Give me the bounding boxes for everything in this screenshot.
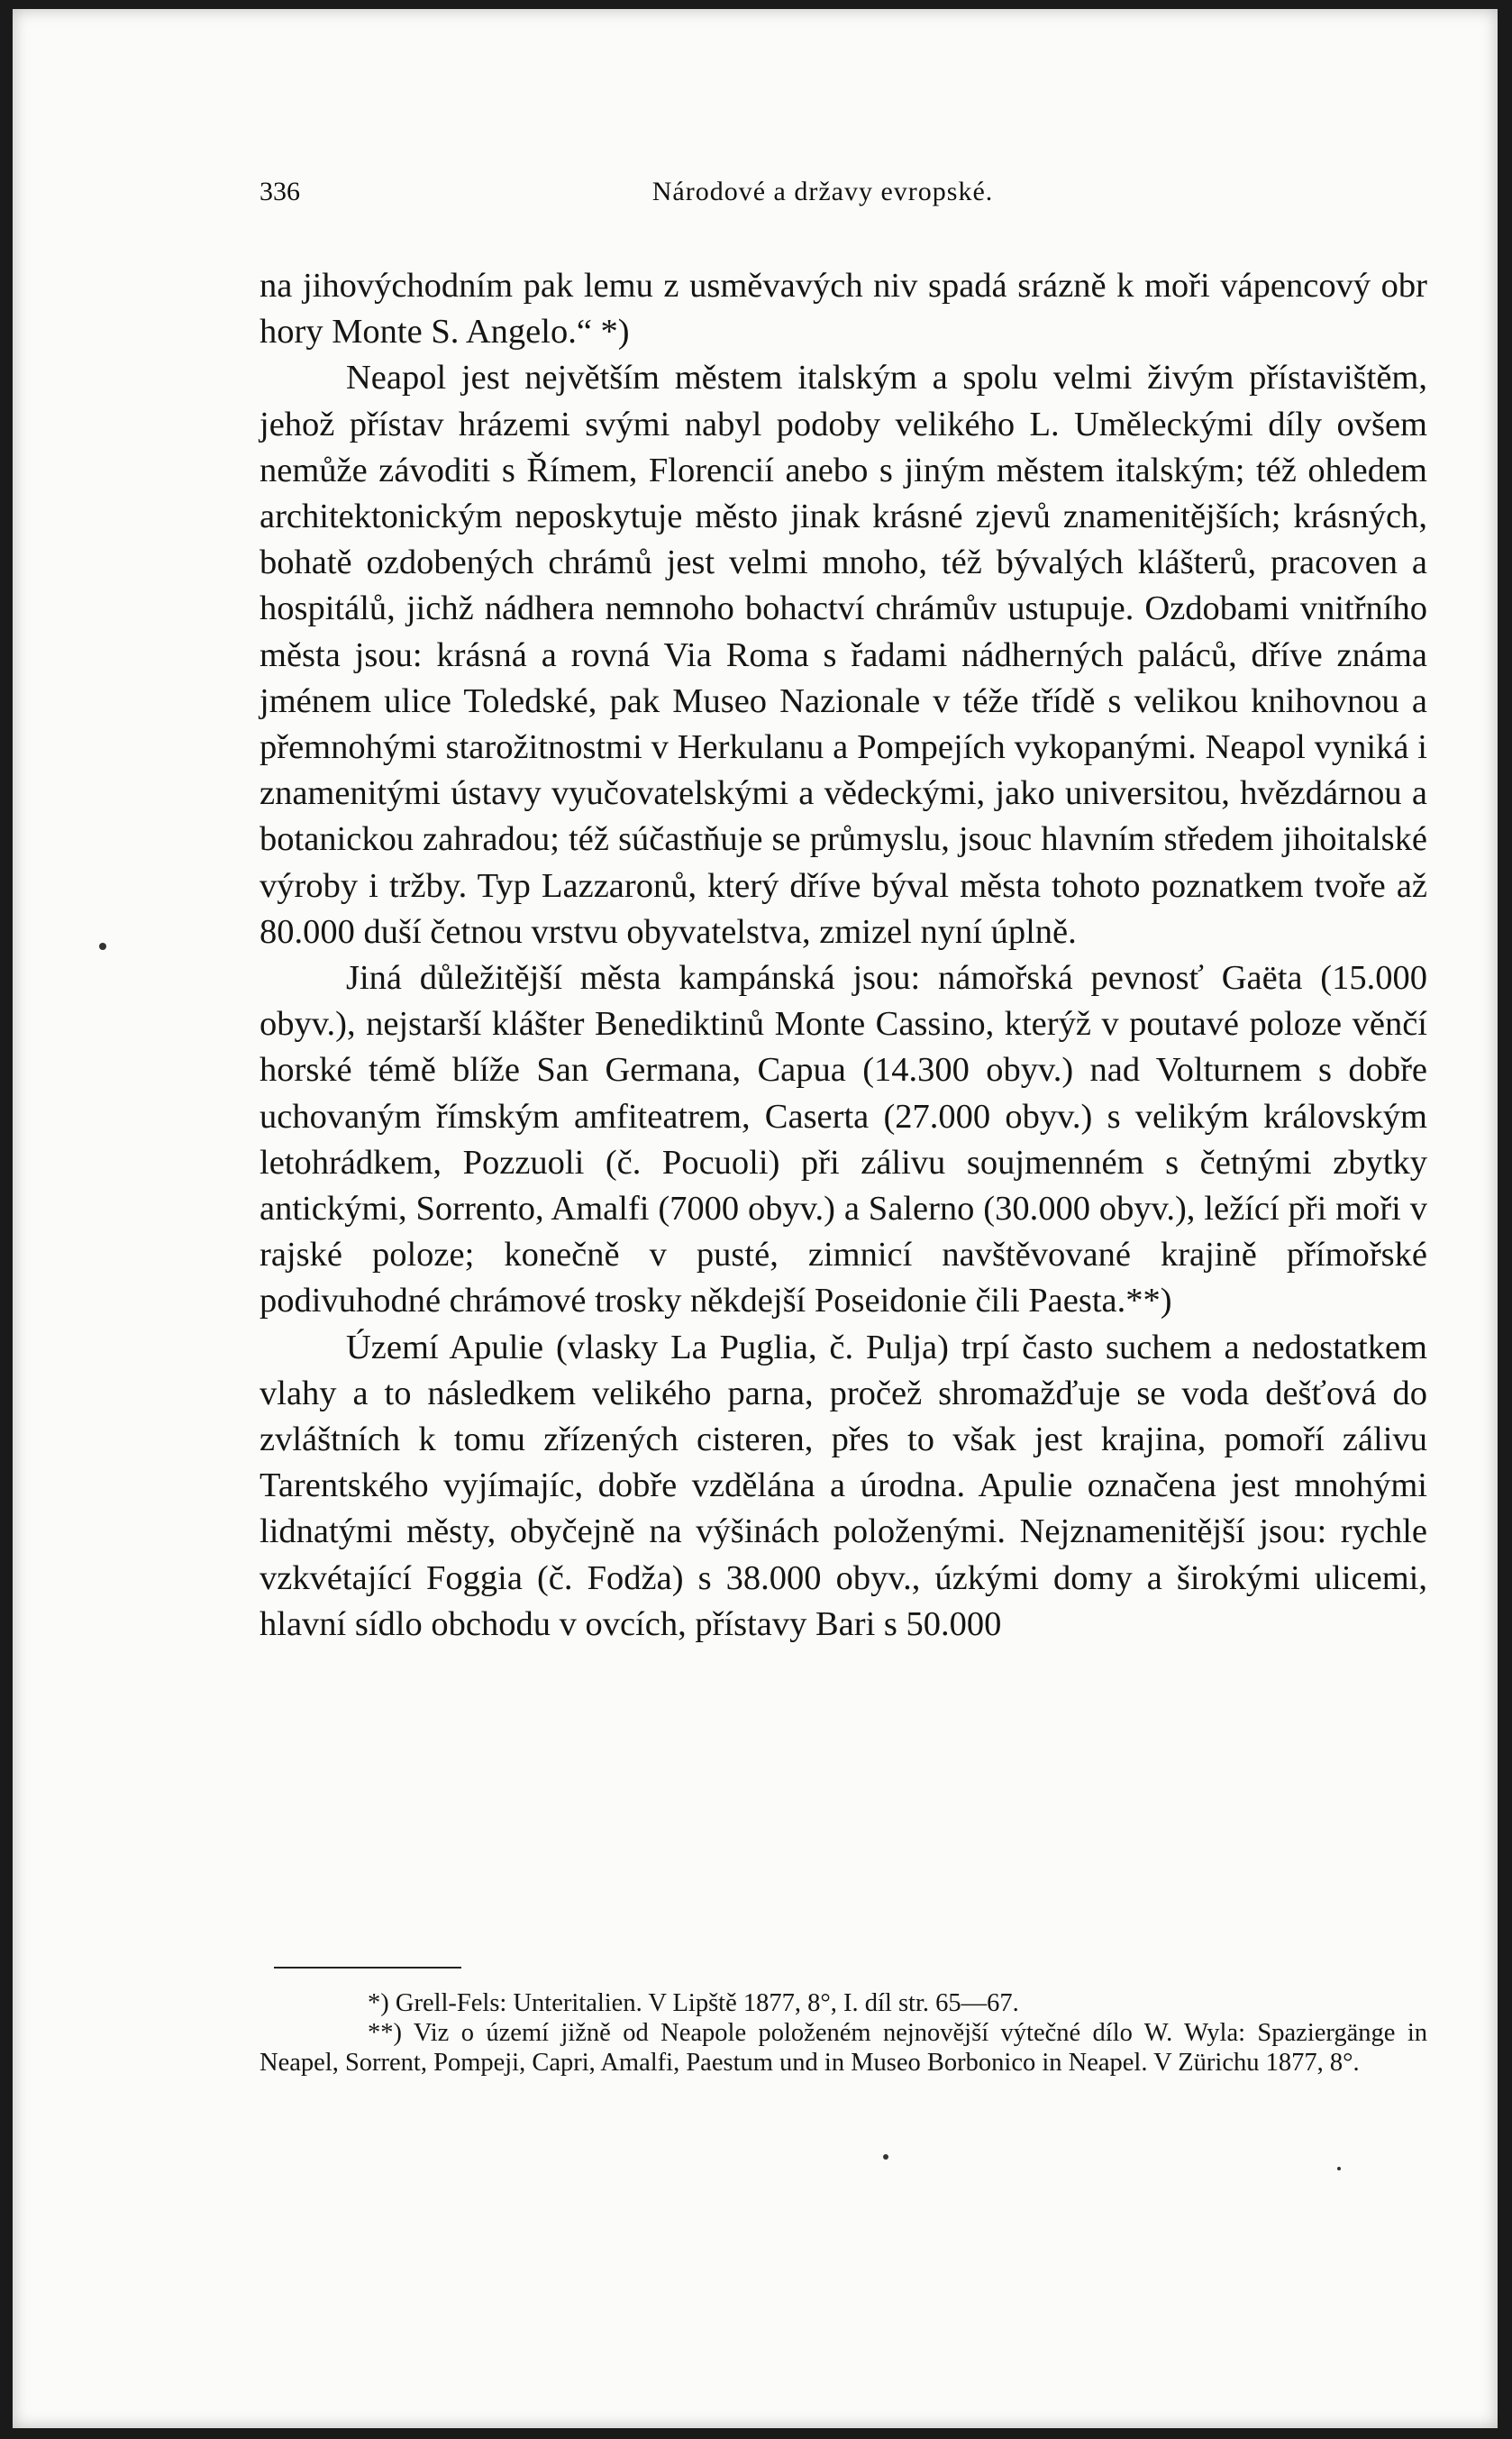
paragraph-continuation: na jihovýchodním pak lemu z usměvavých niv spadá srázně k moři vápencový obr hory Monte S. Angelo.“ *) xyxy=(260,267,1427,352)
footnotes xyxy=(260,1988,1427,2078)
scan-speck xyxy=(1337,2167,1341,2170)
main-text xyxy=(260,263,1427,1648)
scan-speck xyxy=(883,2154,888,2160)
page-header xyxy=(260,177,1386,216)
scan-speck xyxy=(99,943,106,950)
book-page xyxy=(13,9,1498,2428)
footnote-1: *) Grell-Fels: Unteritalien. V Lipště 1877, 8°, I. díl str. 65—67. xyxy=(368,1989,1019,2017)
footnote-separator xyxy=(274,1967,461,1969)
page-number: 336 xyxy=(260,177,300,206)
paragraph-neapol: Neapol jest největším městem italským a spolu velmi živým přístavištěm, jehož přístav hrázemi svými nabyl podoby velikého L. Uměleckými díly ovšem nemůže závoditi s Římem, Florencií anebo s jiným městem italským; též ohledem architektonickým neposkytuje město jinak krásné zjevů znamenitějších; krásných, bohatě ozdobených chrámů jest velmi mnoho, též bývalých klášterů, pracoven a hospitálů, jichž nádhera nemnoho bohactví chrámův ustupuje. Ozdobami vnitřního města jsou: krásná a rovná Via Roma s řadami nádherných paláců, dříve známa jménem ulice Toledské, pak Museo Nazionale v téže třídě s velikou knihovnou a přemnohými starožitnostmi v Herkulanu a Pompejích vykopanými. Neapol vyniká i znamenitými ústavy vyučovatelskými a vědeckými, jako universitou, hvězdárnou a botanickou zahradou; též súčastňuje se průmyslu, jsouc hlavním středem jihoitalské výroby i tržby. Typ Lazzaronů, který dříve býval města tohoto poznatkem tvoře až 80.000 duší četnou vrstvu obyvatelstva, zmizel nyní úplně. xyxy=(260,359,1427,951)
paragraph-apulie: Území Apulie (vlasky La Puglia, č. Pulja) trpí často suchem a nedostatkem vlahy a to následkem velikého parna, pročež shromažďuje se voda dešťová do zvláštních k tomu zřízených cisteren, přes to však jest krajina, pomoří zálivu Tarentského vyjímajíc, dobře vzdělána a úrodna. Apulie označena jest mnohými lidnatými městy, obyčejně na výšinách položenými. Nejznamenitější jsou: rychle vzkvétající Foggia (č. Fodža) s 38.000 obyv., úzkými domy a širokými ulicemi, hlavní sídlo obchodu v ovcích, přístavy Bari s 50.000 xyxy=(260,1328,1427,1643)
footnote-2: **) Viz o území jižně od Neapole položeném nejnovější výtečné dílo W. Wyla: Spaziergänge in Neapel, Sorrent, Pompeji, Capri, Amalfi, Paestum und in Museo Borbonico in Neapel. V Zürichu 1877, 8°. xyxy=(260,2019,1427,2077)
running-title: Národové a državy evropské. xyxy=(651,177,994,206)
paragraph-kampania: Jiná důležitější města kampánská jsou: námořská pevnosť Gaëta (15.000 obyv.), nejstarší klášter Benediktinů Monte Cassino, kterýž v poutavé poloze věnčí horské témě blíže San Germana, Capua (14.300 obyv.) nad Volturnem s dobře uchovaným římským amfiteatrem, Caserta (27.000 obyv.) s velikým královským letohrádkem, Pozzuoli (č. Pocuoli) při zálivu soujmenném s četnými zbytky antickými, Sorrento, Amalfi (7000 obyv.) a Salerno (30.000 obyv.), ležící při moři v rajské poloze; konečně v pusté, zimnicí navštěvované krajině přímořské podivuhodné chrámové trosky někdejší Poseidonie čili Paesta.**) xyxy=(260,959,1427,1320)
